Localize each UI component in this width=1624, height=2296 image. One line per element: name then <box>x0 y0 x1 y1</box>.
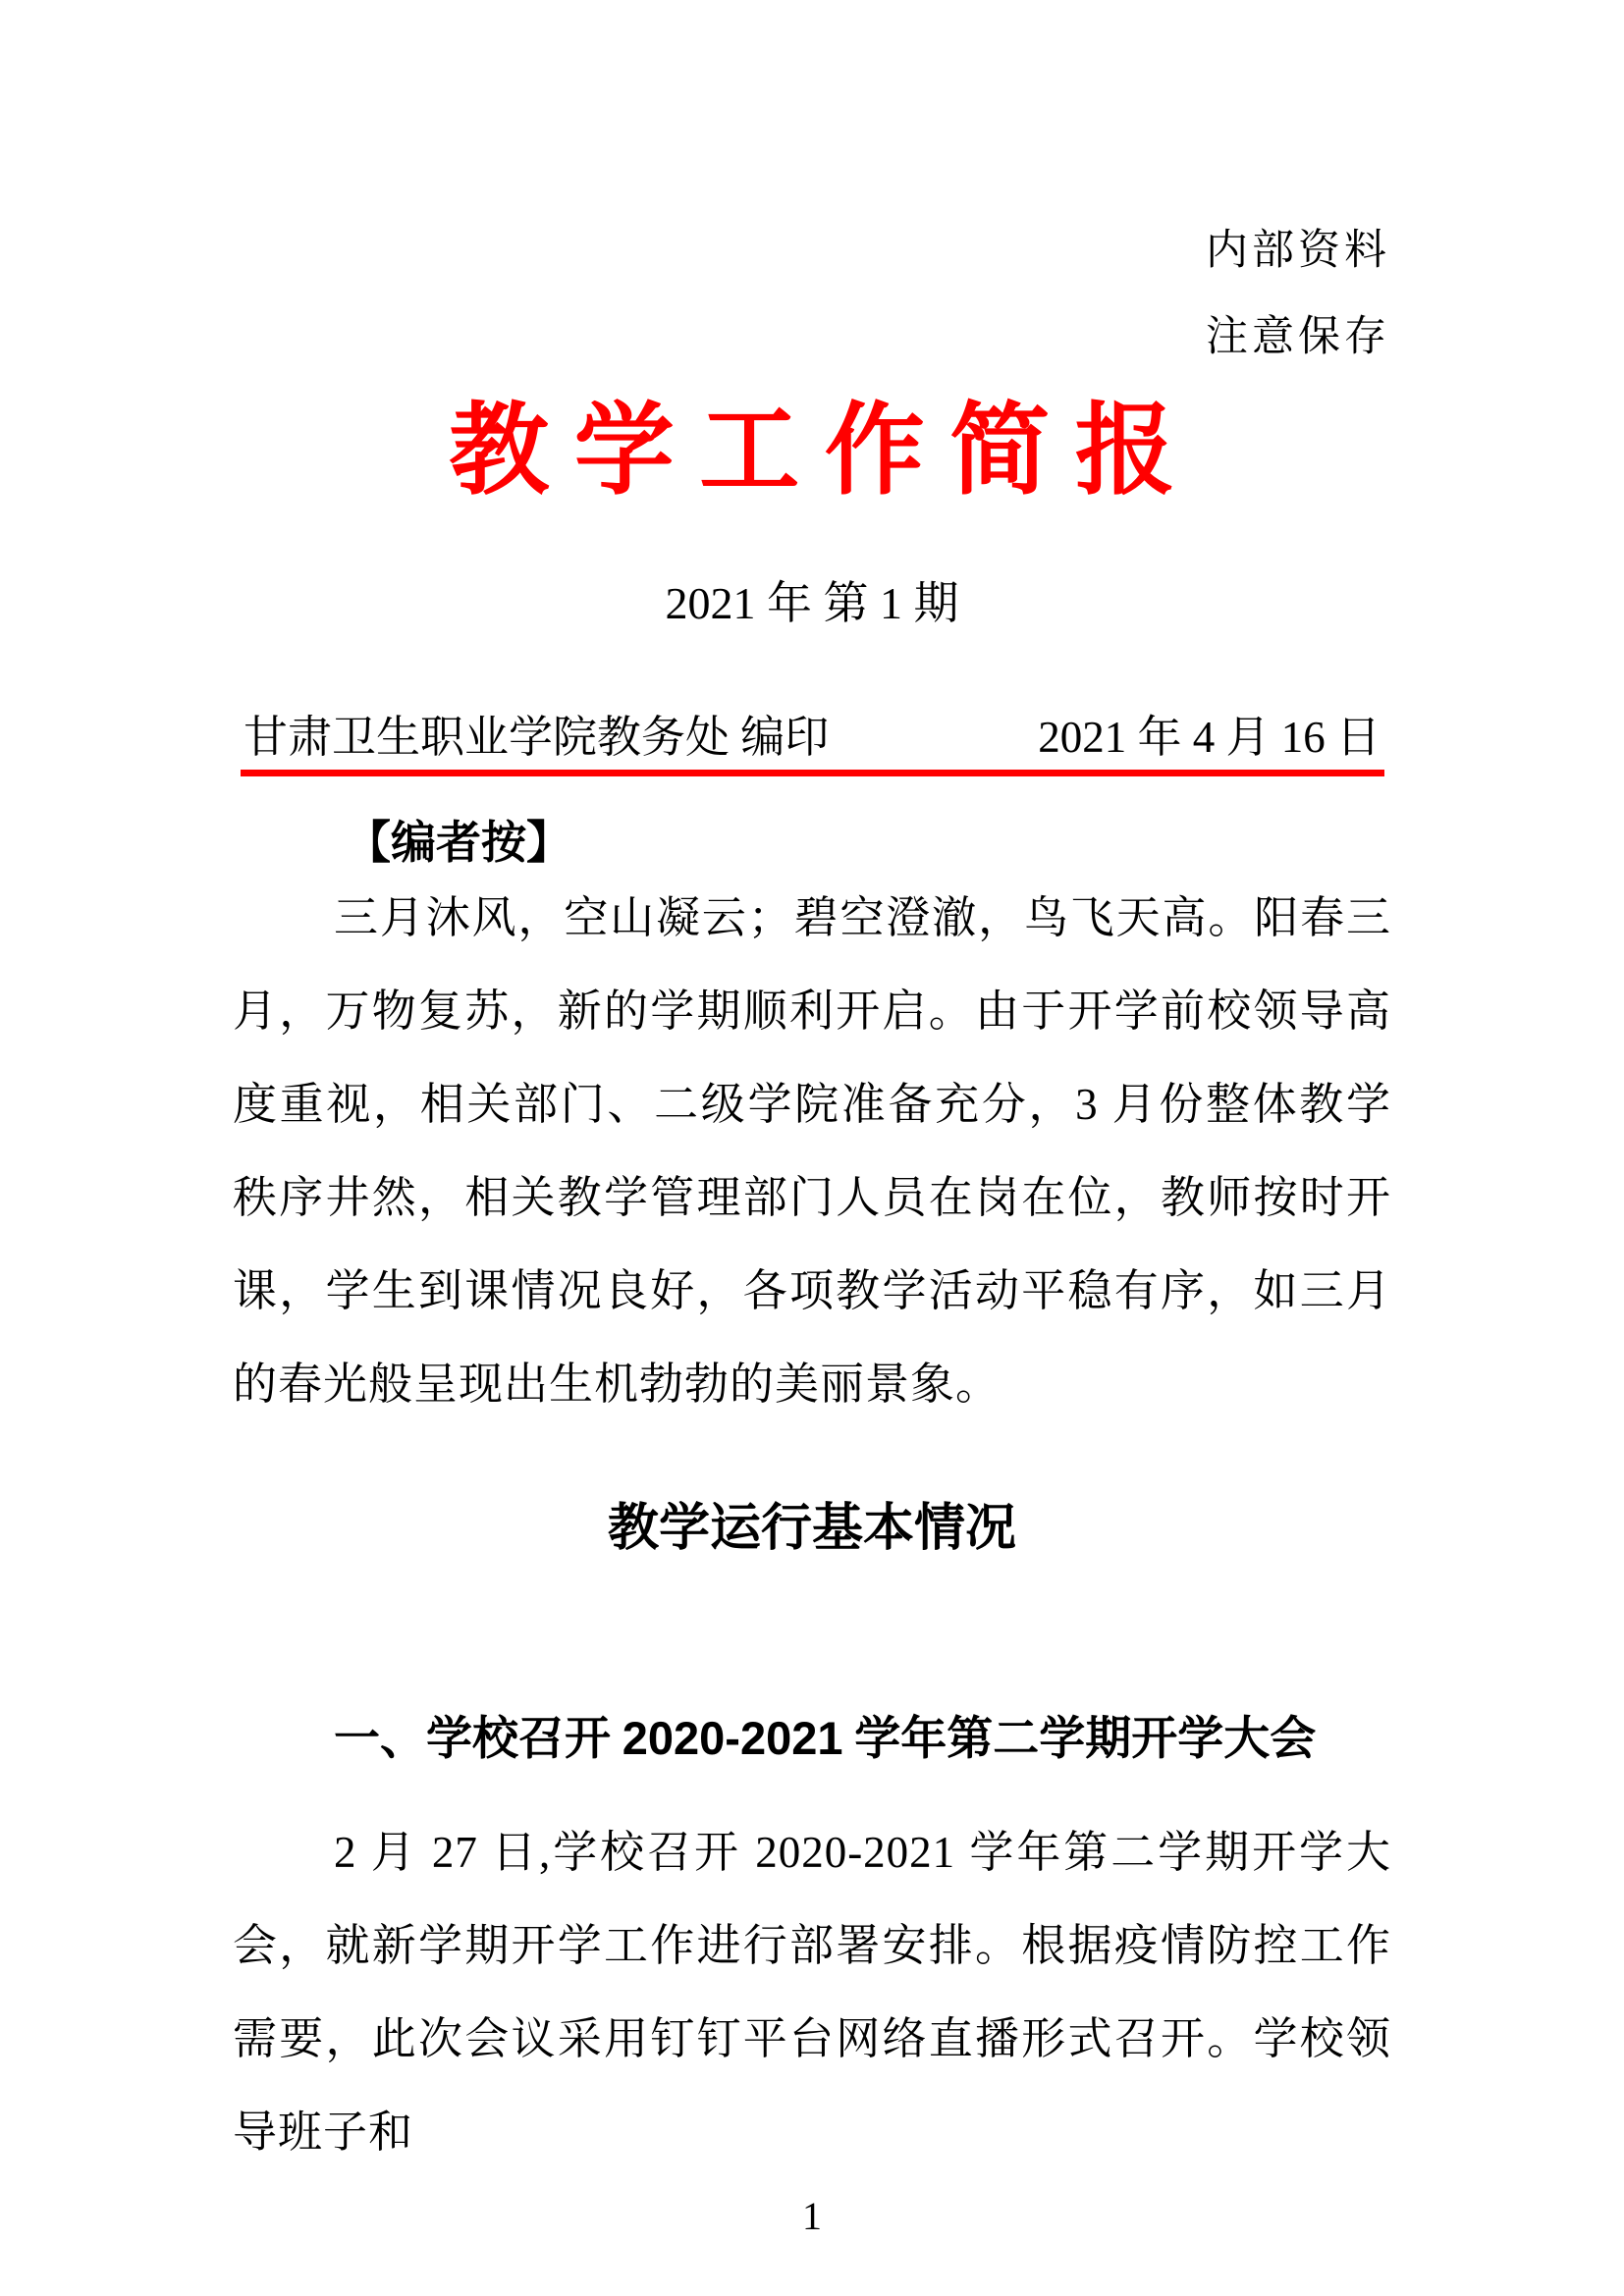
article-heading-prefix: 一、学校召开 <box>334 1714 623 1765</box>
masthead-divider-rule <box>241 770 1384 776</box>
article-body: 2 月 27 日,学校召开 2020-2021 学年第二学期开学大会，就新学期开学工作进行部署安排。根据疫情防控工作需要，此次会议采用钉钉平台网络直播形式召开。学校领导班子和 <box>233 1828 1391 2157</box>
classification-line-internal: 内部资料 <box>1206 228 1390 274</box>
editor-note-body: 三月沐风，空山凝云；碧空澄澈，鸟飞天高。阳春三月，万物复苏，新的学期顺利开启。由于开学前校领导高度重视，相关部门、二级学院准备充分，3 月份整体教学秩序井然，相关教学管理部门人员在岗在位，教师按时开课，学生到课情况良好，各项教学活动平稳有序，如三月的春光般呈现出生机勃勃的美丽景象。 <box>233 893 1391 1409</box>
publisher-row <box>244 701 1380 765</box>
publish-date: 2021 年 4 月 16 日 <box>1038 713 1380 762</box>
publisher-name: 甘肃卫生职业学院教务处 编印 <box>244 713 830 762</box>
article-heading-number: 2020-2021 <box>622 1712 843 1764</box>
classification-line-preserve: 注意保存 <box>1206 314 1390 360</box>
article-heading <box>233 1702 1391 1768</box>
bulletin-title: 教 学 工 作 简 报 <box>449 397 1175 507</box>
section-title: 教学运行基本情况 <box>607 1500 1016 1557</box>
page-number: 1 <box>802 2194 822 2238</box>
issue-line: 2021 年 第 1 期 <box>665 578 959 628</box>
editor-note-label: 【编者按】 <box>346 818 571 868</box>
article-heading-suffix: 学年第二学期开学大会 <box>842 1714 1317 1765</box>
classification-note <box>1206 208 1390 381</box>
